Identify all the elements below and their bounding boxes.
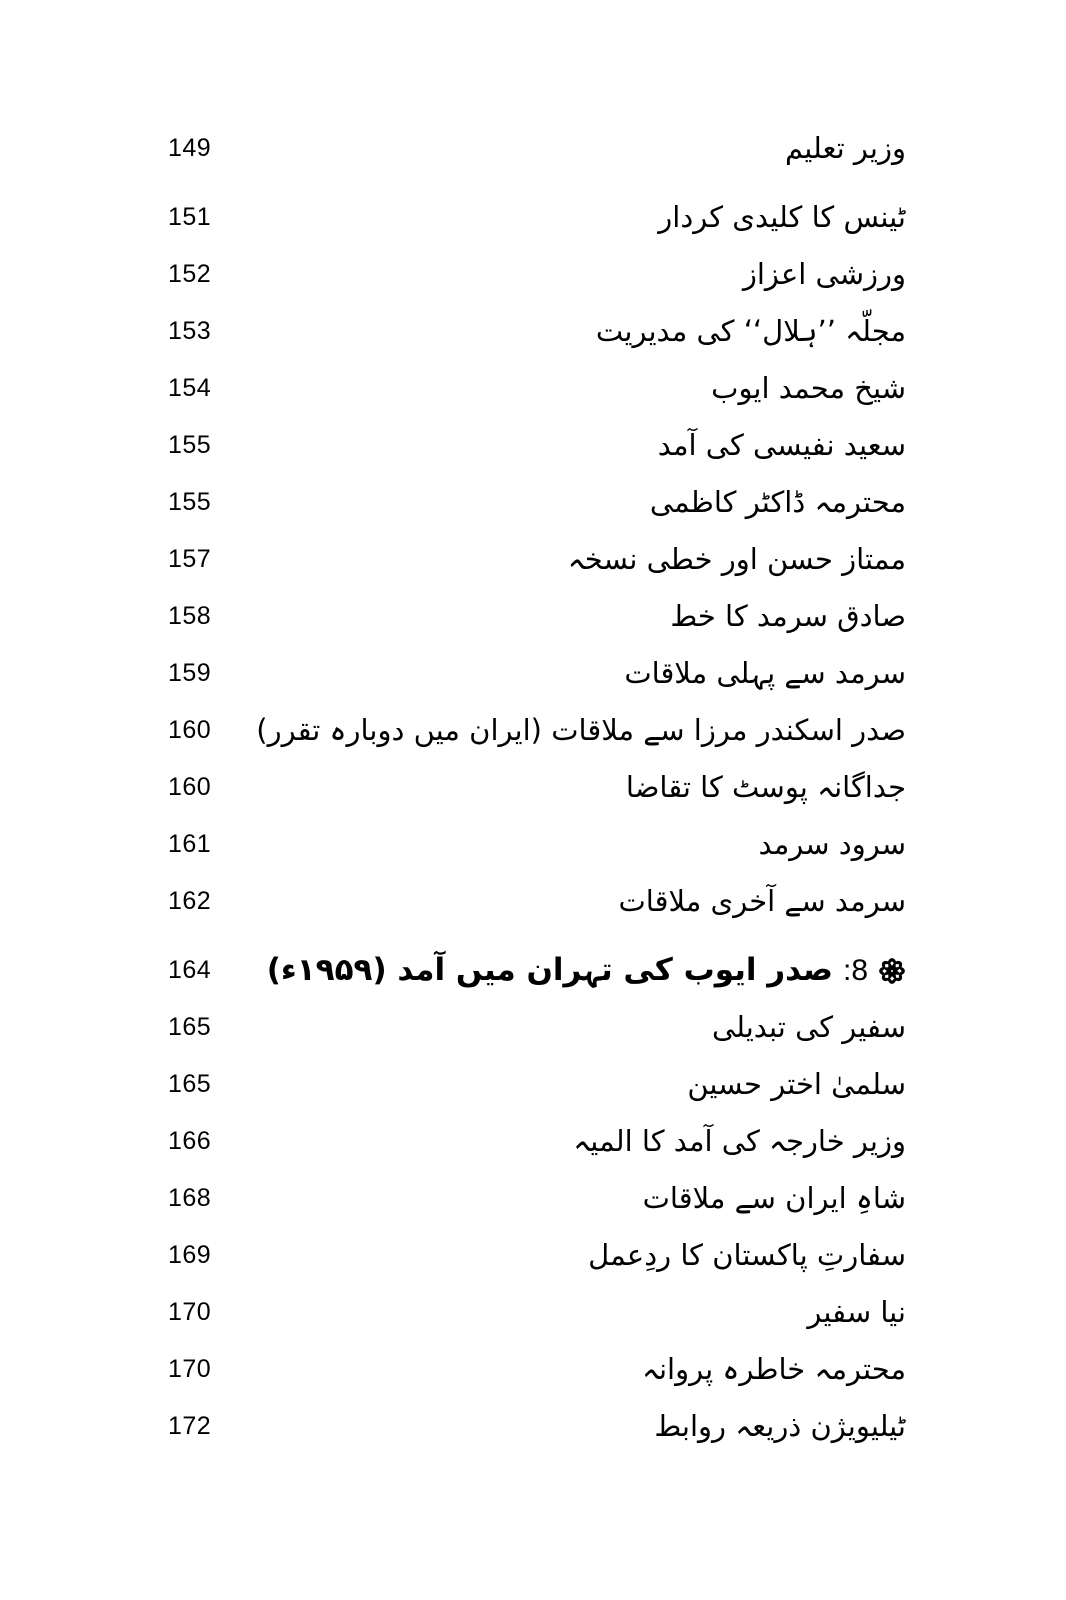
title-text: سعید نفیسی کی آمد [657,427,906,462]
title-text: محترمہ خاطرہ پروانہ [641,1351,906,1386]
page-number: 164 [168,956,212,984]
page-number: 165 [168,1070,212,1098]
title-text: سرمد سے پہلی ملاقات [624,655,906,690]
title-text: ممتاز حسن اور خطی نسخہ [567,541,906,576]
entry-title [238,598,906,633]
entry-title [238,1123,906,1158]
entry-title [238,769,906,804]
entry-title [238,1294,906,1329]
toc-row [168,474,906,531]
title-text: نیا سفیر [807,1294,906,1329]
page-number: 172 [168,1412,212,1440]
title-text: صادق سرمد کا خط [670,598,906,633]
page-number: 153 [168,317,212,345]
title-text: صدر اسکندر مرزا سے ملاقات (ایران میں دوبارہ تقرر) [256,712,906,747]
title-text: محترمہ ڈاکٹر کاظمی [649,484,906,519]
toc-row [168,645,906,702]
entry-title [238,1180,906,1215]
toc-row [168,816,906,873]
toc-row [168,999,906,1056]
page-number: 170 [168,1298,212,1326]
page-number: 159 [168,659,212,687]
entry-title [238,130,906,165]
title-text: سلمیٰ اختر حسین [687,1066,906,1101]
toc-row [168,531,906,588]
toc-row [168,189,906,246]
entry-title [238,953,906,987]
toc-row [168,1170,906,1227]
entry-title [238,256,906,291]
entry-title [238,484,906,519]
toc-row [168,1398,906,1455]
title-text: صدر ایوب کی تہران میں آمد (۱۹۵۹ء) [266,952,833,989]
toc-row [168,588,906,645]
toc-row [168,1227,906,1284]
entry-title [238,883,906,918]
page-number: 160 [168,773,212,801]
page-number: 160 [168,716,212,744]
entry-title [238,1009,906,1044]
page-number: 158 [168,602,212,630]
page-number: 161 [168,830,212,858]
toc-row [168,246,906,303]
title-text: ٹیلیویژن ذریعہ روابط [654,1408,906,1443]
toc-row [168,417,906,474]
page-number: 149 [168,134,212,162]
entry-title [238,370,906,405]
page-number: 155 [168,431,212,459]
title-text: جداگانہ پوسٹ کا تقاضا [625,769,906,804]
toc-row [168,873,906,930]
title-text: شیخ محمد ایوب [711,370,906,405]
entry-title [238,313,906,348]
page-number: 154 [168,374,212,402]
eight-petal-rosette-icon [878,957,906,985]
toc-row [168,1284,906,1341]
entry-title [238,541,906,576]
chapter-number: 8: [842,954,868,987]
entry-title [238,712,906,747]
title-text: وزیر خارجہ کی آمد کا المیہ [573,1123,906,1158]
page-number: 166 [168,1127,212,1155]
entry-title [238,199,906,234]
title-text: سفارتِ پاکستان کا ردِعمل [588,1237,906,1272]
toc-row [168,360,906,417]
toc-row [168,1113,906,1170]
entry-title [238,1237,906,1272]
title-text: شاہِ ایران سے ملاقات [642,1180,906,1215]
entry-title [238,1351,906,1386]
entry-title [238,427,906,462]
toc-row [168,120,906,177]
entry-title [238,655,906,690]
entry-title [238,1408,906,1443]
title-text: ورزشی اعزاز [742,256,906,291]
page-number: 162 [168,887,212,915]
title-text: سرمد سے آخری ملاقات [618,883,906,918]
toc-row [168,702,906,759]
title-text: ٹینس کا کلیدی کردار [658,199,906,234]
title-text: سفیر کی تبدیلی [711,1009,906,1044]
title-text: مجلّہ ’’ہلال‘‘ کی مدیریت [595,313,906,348]
page-number: 169 [168,1241,212,1269]
toc-row [168,1056,906,1113]
page-number: 168 [168,1184,212,1212]
entry-title [238,1066,906,1101]
page-number: 170 [168,1355,212,1383]
entry-title [238,826,906,861]
page-number: 165 [168,1013,212,1041]
page-number: 152 [168,260,212,288]
page-number: 157 [168,545,212,573]
page-number: 151 [168,203,212,231]
toc-row [168,942,906,999]
toc-row [168,759,906,816]
title-text: وزیر تعلیم [784,130,906,165]
page-number: 155 [168,488,212,516]
toc-row [168,303,906,360]
title-text: سرود سرمد [758,826,906,861]
toc-row [168,1341,906,1398]
